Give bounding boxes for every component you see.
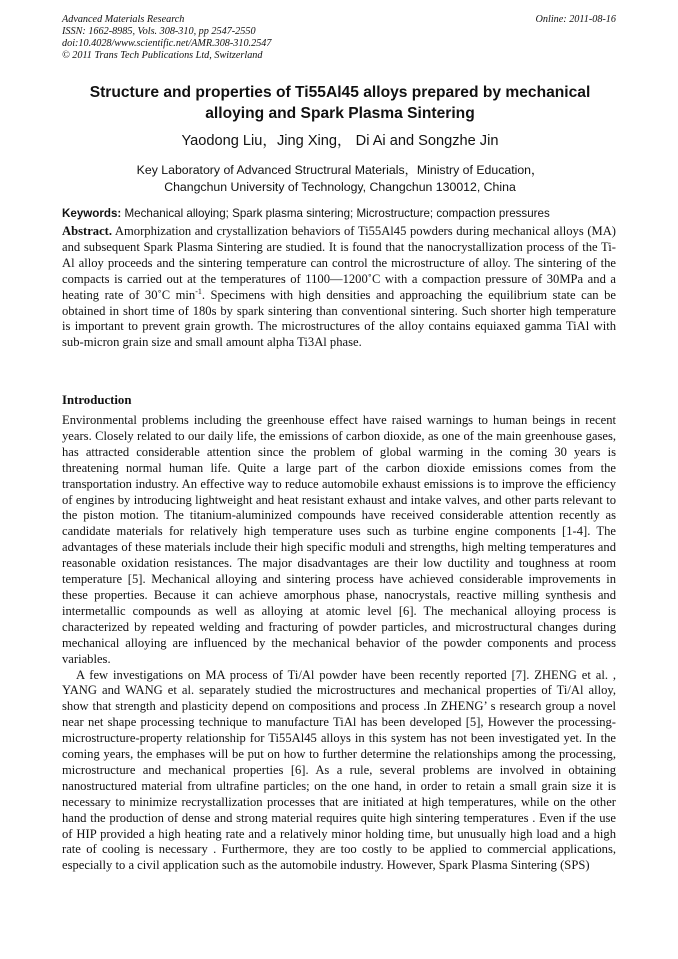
keywords-label: Keywords: [62,207,122,220]
introduction-body [62,413,616,874]
affiliation-line-2: Changchun University of Technology, Changchun 130012, China [164,180,516,194]
introduction-paragraph-1: Environmental problems including the greenhouse effect have raised warnings to human beings in recent years. Closely related to our daily life, the emissions of carbon dioxide, as one of the main greenhouse gases, has attracted considerable attention since the problem of global warming in the coming 30 years is threatening normal human life. Quite a large part of the carbon dioxide emissions comes from the transportation industry. An effective way to reduce automobile exhaust emissions is to improve the efficiency of engines by introducing lightweight and heat resistant exhaust and intake valves, and other parts relevant to the piston motion. The titanium-aluminized compounds have received considerable attention recently as candidate materials for relatively high temperature uses such as turbine engine components [1-4]. The advantages of these materials include their high specific moduli and strengths, high melting temperatures and reasonable oxidation resistances. The major disadvantages are their low ductility and toughness at room temperature [5]. Mechanical alloying and sintering process have achieved considerable improvements in these properties. Because it can achieve amorphous phase, nanocrystals, reactive milling synthesis and intermetallic compounds as well as alloying at atomic level [6]. The mechanical alloying process is characterized by repeated welding and fracturing of powder particles, and microstructural changes during mechanical alloying are influenced by the mechanical behavior of the powder components and process variables. [62,413,616,666]
copyright-line: © 2011 Trans Tech Publications Ltd, Switzerland [62,50,263,61]
issn-line: ISSN: 1662-8985, Vols. 308-310, pp 2547-2550 [62,26,256,37]
affiliation-line-1: Key Laboratory of Advanced Structrural Materials，Ministry of Education， [136,163,544,177]
abstract-label: Abstract. [62,224,113,238]
abstract-text-part-2: . Specimens with high densities and approaching the equilibrium state can be obtained in short time of 180s by spark sintering than conventional sintering. Such shorter high temperature is important to prevent grain growth. The microstructures of the alloy contains equiaxed gamma TiAl with sub-micron grain size and small amount alpha Ti3Al phase. [62,287,616,350]
abstract-text-part-1: Amorphization and crystallization behaviors of Ti55Al45 powders during mechanical alloys (MA) and subsequent Spark Plasma Sintering are studied. It is found that the nanocrystallization process of the Ti-Al alloy proceeds and the sintering temperature can control the microstructure of alloy. The sintering of the compacts is carried out at the temperatures of 1100—1200˚C with a compaction pressure of 30MPa and a heating rate of 30˚C min [62,224,616,302]
online-date: Online: 2011-08-16 [535,14,616,25]
author-list: Yaodong Liu，Jing Xing， Di Ai and Songzhe Jin [181,133,499,149]
doi-line: doi:10.4028/www.scientific.net/AMR.308-310.2547 [62,38,272,49]
introduction-paragraph-2: A few investigations on MA process of Ti/Al powder have been recently reported [7]. ZHENG et al. , YANG and WANG et al. separately studied the microstructures and mechanical properties of Ti/Al alloy, show that strength and plasticity depend on compositions and process .In ZHENG’ s research group a novel near net shape processing technique to manufacture TiAl has been developed [5], However the processing-microstructure-property relationship for Ti55Al45 alloys in this system has not been investigated yet. In the coming years, the emphases will be put on how to further determine the relationships among the processing, microstructure and mechanical properties [6]. As a rule, several problems are involved in obtaining nanostructured material from ultrafine particles; on the one hand, in order to retain a small grain size it is necessary to minimize recrystallization processes that are initiated at high temperatures, while on the other hand the production of dense and strong material requires quite high sintering temperatures . Even if the use of HIP provided a high heating rate and a relatively minor holding time, but unusually high load and a high rate of cooling is necessary . Furthermore, they are too costly to be applied to commercial applications, especially to a civil application such as the automobile industry. However, Spark Plasma Sintering (SPS) [62,667,616,873]
affiliation [62,162,618,196]
publication-header [62,14,618,62]
paper-title: Structure and properties of Ti55Al45 alloys prepared by mechanical alloying and Spark Plasma Sintering [89,84,591,122]
abstract [62,224,616,351]
journal-name: Advanced Materials Research [62,14,185,25]
keywords-text: Mechanical alloying; Spark plasma sintering; Microstructure; compaction pressures [121,207,550,220]
section-heading-introduction: Introduction [62,393,132,407]
abstract-superscript: -1 [195,286,202,296]
keywords [62,206,618,221]
